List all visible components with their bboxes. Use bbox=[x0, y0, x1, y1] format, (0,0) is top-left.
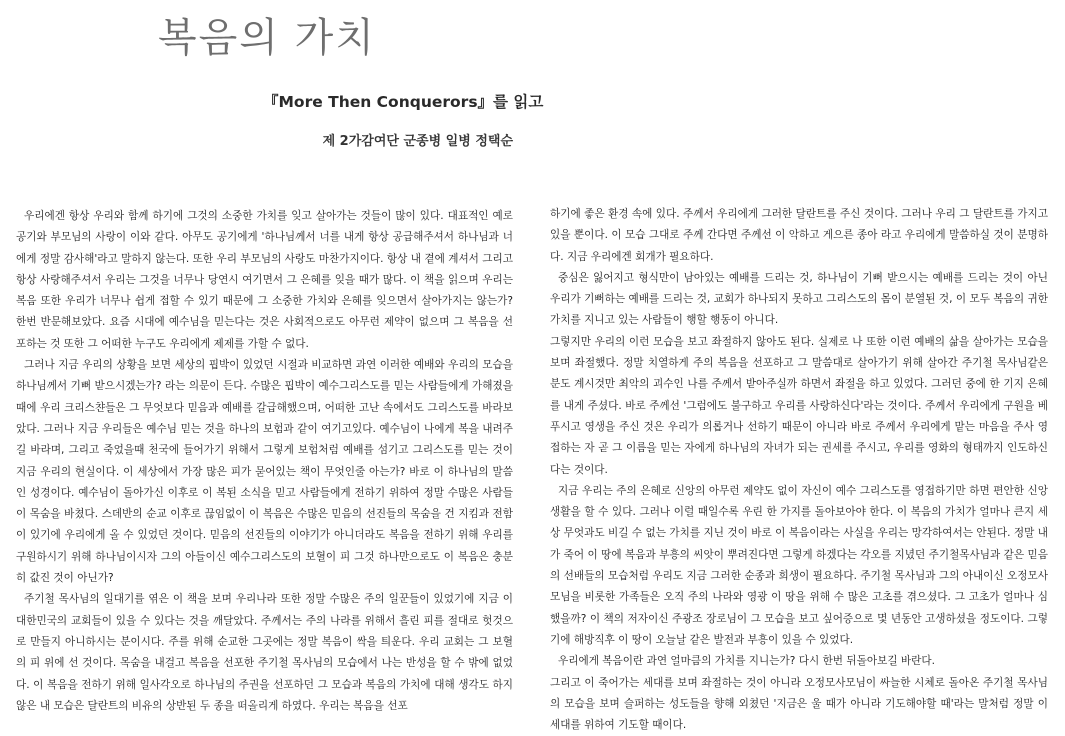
article-author: 제 2가감여단 군종병 일병 정택순 bbox=[322, 134, 513, 149]
right-column bbox=[550, 204, 1048, 736]
article-subtitle: 『More Then Conquerors』를 읽고 bbox=[263, 93, 544, 111]
paragraph: 그렇지만 우리의 이런 모습을 보고 좌절하지 않아도 된다. 실제로 나 또한 이런 예배의 삶을 살아가는 모습을 보며 좌절했다. 정말 치열하게 주의 복음을 선포하고 그 말씀대로 살아가기 위해 살아간 주기철 목사님같은 분도 계시것만 최악의 괴수인 나를 주께서 받아주실까 하면서 좌절을 하고 있었다. 그러던 중에 한 기지 은혜를 내게 주셨다. 바로 주께선 '그럼에도 불구하고 우리를 사랑하신다'라는 것이다. 주께서 우리에게 구원을 베푸시고 영생을 주신 것은 우리가 의롭거나 선하기 때문이 아니라 바로 주께서 우리에게 맡는 마음을 주사 영접하는 자 곧 그 이름을 믿는 자에게 하나님의 자녀가 되는 권세를 주시고, 우리를 영화의 형태까지 인도하신다는 것이다. bbox=[550, 335, 1048, 476]
paragraph: 중심은 잃어지고 형식만이 남아있는 예배를 드리는 것, 하나님이 기뻐 받으시는 예배를 드리는 것이 아닌 우리가 기뻐하는 예배를 드리는 것, 교회가 하나되지 못하고 그리스도의 몸이 분열된 것, 이 모두 복음의 귀한 가치를 지니고 있는 사람들이 행할 행동이 아니다. bbox=[550, 271, 1048, 327]
paragraph: 우리에겐 항상 우리와 함께 하기에 그것의 소중한 가치를 잊고 살아가는 것들이 많이 있다. 대표적인 예로 공기와 부모님의 사랑이 이와 같다. 아무도 공기에게 '하나님께서 너를 내게 항상 공급해주셔서 하나님과 너에게 정말 감사해'라고 말하지 않는다. 또한 우리 부모님의 사랑도 마찬가지이다. 항상 내 곁에 계셔서 그리고 항상 사랑해주셔서 우리는 그것을 너무나 당연시 여기면서 그 은혜를 잊을 때가 많다. 이 책을 읽으며 우리는 복음 또한 우리가 너무나 쉽게 접할 수 있기 때문에 그 소중한 가치와 은혜를 잊으면서 살아가지는 않는가? 한번 반문해보았다. 요즘 시대에 예수님을 믿는다는 것은 사회적으로도 아무런 제약이 없으며 그 복음을 선포하는 것 또한 그 어떠한 누구도 우리에게 제제를 가할 수 없다. bbox=[16, 210, 513, 350]
paragraph: 하기에 좋은 환경 속에 있다. 주께서 우리에게 그러한 달란트를 주신 것이다. 그러나 우리 그 달란트를 가지고 있을 뿐이다. 이 모습 그대로 주께 간다면 주께선 이 악하고 게으른 종아 라고 우리에게 말씀하실 것이 분명하다. 지금 우리에겐 회개가 필요하다. bbox=[550, 208, 1048, 263]
paragraph: 지금 우리는 주의 은혜로 신앙의 아무런 제약도 없이 자신이 예수 그리스도를 영접하기만 하면 편안한 신앙생활을 할 수 있다. 그러나 이럴 때일수록 우린 한 가지를 돌아보아야 한다. 이 복음의 가치가 얼마나 큰지 세상 무엇과도 비길 수 없는 가치를 지닌 것이 바로 이 복음이라는 사실을 우리는 망각하여서는 안된다. 정말 내가 죽어 이 땅에 복음과 부흥의 씨앗이 뿌려진다면 그렇게 하겠다는 각오를 지녔던 주기철목사님과 같은 믿음의 선배들의 모습처럼 우리도 지금 그러한 순종과 희생이 필요하다. 주기철 목사님과 그의 아내이신 오정모사모님을 비롯한 가족들은 오직 주의 나라와 영광 이 땅을 위해 수 많은 고초를 겪으셨다. 그 고초가 얼마나 심했을까? 이 책의 저자이신 주광조 장로님이 그 모습을 보고 싶어증으로 몇 년동안 고생하셨을 정도이다. 그렇기에 해방직후 이 땅이 오늘날 같은 발전과 부흥이 있을 수 있었다. bbox=[550, 484, 1048, 646]
paragraph: 그러나 지금 우리의 상황을 보면 세상의 핍박이 있었던 시절과 비교하면 과연 이러한 예배와 우리의 모습을 하나님께서 기뻐 받으시겠는가? 라는 의문이 든다. 수많은 핍박이 예수그리스도를 믿는 사람들에게 가해졌을때에 우리 크리스챤들은 그 무엇보다 믿음과 예배를 갈급해했으며, 어떠한 고난 속에서도 그리스도를 바라보았다. 그러나 지금 우리들은 예수님 믿는 것을 하나의 보험과 같이 여기고있다. 예수님이 나에게 복을 내려주길 바라며, 그리고 죽었을때 천국에 들어가기 위해서 그렇게 보험처럼 예배를 섬기고 그리스도를 믿는 것이 지금 우리의 현실이다. 이 세상에서 가장 많은 피가 묻어있는 책이 무엇인줄 아는가? 바로 이 하나님의 말씀인 성경이다. 예수님이 돌아가신 이후로 이 복된 소식을 믿고 사람들에게 전하기 위하여 정말 수많은 사람들이 목숨을 바쳤다. 스데반의 순교 이후로 끊임없이 이 복음은 수많은 믿음의 선진들의 목숨을 건 지킴과 전함이 있기에 우리에게 올 수 있었던 것이다. 믿음의 선진들의 이야기가 아니더라도 복음을 전하기 위해 우리를 구원하시기 위해 하나님이시자 그의 아들이신 예수그리스도의 보혈이 피 그것 하나만으로도 이 복음은 충분히 값진 것이 아닌가? bbox=[16, 359, 513, 585]
article-title: 복음의 가치 bbox=[158, 15, 376, 61]
left-column bbox=[16, 206, 513, 717]
paragraph: 우리에게 복음이란 과연 얼마큼의 가치를 지니는가? 다시 한번 뒤돌아보길 바란다. bbox=[558, 655, 936, 668]
paragraph: 주기철 목사님의 일대기를 엮은 이 책을 보며 우리나라 또한 정말 수많은 주의 일꾼들이 있었기에 지금 이 대한민국의 교회들이 있을 수 있다는 것을 깨달았다. 주께서는 주의 나라를 위해서 흘린 피를 절대로 헛것으로 만들지 아니하시는 분이시다. 주를 위해 순교한 그곳에는 정말 복음이 싹을 틔운다. 우리 교회는 그 보혈의 피 위에 선 것이다. 목숨을 내걸고 복음을 선포한 주기철 목사님의 모습에서 나는 반성을 할 수 밖에 없었다. 이 복음을 전하기 위해 일사각오로 하나님의 주권을 선포하던 그 모습과 복음의 가치에 대해 생각도 하지 않은 내 모습은 달란트의 비유의 상반된 두 종을 떠올리게 하였다. 우리는 복음을 선포 bbox=[16, 593, 513, 712]
paragraph: 그리고 이 죽어가는 세대를 보며 좌절하는 것이 아니라 오정모사모님이 싸늘한 시체로 돌아온 주기철 목사님의 모습을 보며 슬퍼하는 성도들을 향해 외쳤던 '지금은 울 때가 아니라 기도해야할 때'라는 말처럼 정말 이 세대를 위하여 기도할 때이다. bbox=[550, 676, 1048, 732]
